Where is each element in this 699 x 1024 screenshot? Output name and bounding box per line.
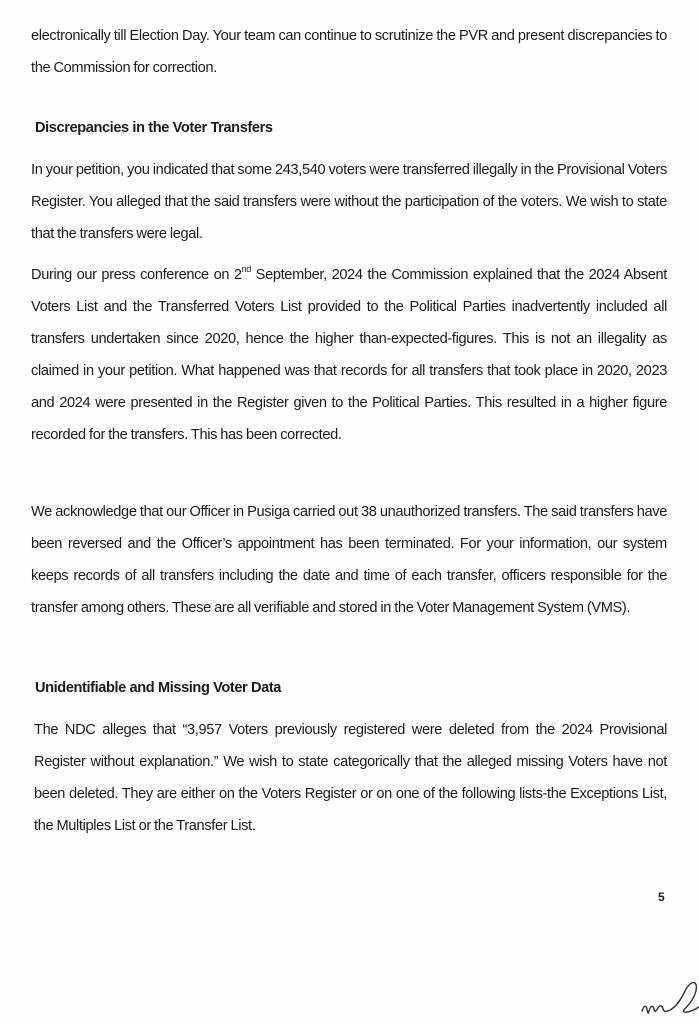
intro-paragraph: electronically till Election Day. Your team can continue to scrutinize the PVR and present discrepancies to the Commission for correction. — [31, 28, 667, 76]
paragraph-text-start: During our press conference on 2 — [31, 267, 242, 283]
paragraph-text-rest: September, 2024 the Commission explained that the 2024 Absent Voters List and the Transferred Voters List provided to the Political Parties inadvertently included all transfers undertaken since 2020, hence the higher than-expected-figures. This is not an illegality as claimed in your petition. What happened was that records for all transfers that took place in 2020, 2023 and 2024 were presented in the Register given to the Political Parties. This resulted in a higher figure recorded for the transfers. This has been corrected. — [31, 267, 667, 443]
ordinal-superscript: nd — [241, 264, 251, 275]
transfers-paragraph-1: In your petition, you indicated that some 243,540 voters were transferred illegally in the Provisional Voters Register. You alleged that the said transfers were without the participation of the voters. We wish to state that the transfers were legal. — [31, 162, 667, 242]
page-number: 5 — [658, 890, 665, 904]
section-heading-voter-transfers: Discrepancies in the Voter Transfers — [35, 120, 273, 136]
transfers-paragraph-2 — [31, 259, 667, 451]
section-heading-missing-voter-data: Unidentifiable and Missing Voter Data — [35, 680, 282, 696]
transfers-paragraph-3: We acknowledge that our Officer in Pusiga carried out 38 unauthorized transfers. The said transfers have been reversed and the Officer’s appointment has been terminated. For your information, our system keeps records of all transfers including the date and time of each transfer, officers responsible for the transfer among others. These are all verifiable and stored in the Voter Management System (VMS). — [31, 504, 667, 616]
missing-data-paragraph: The NDC alleges that “3,957 Voters previously registered were deleted from the 2024 Provisional Register without explanation.” We wish to state categorically that the alleged missing Voters have not been deleted. They are either on the Voters Register or on one of the following lists-the Exceptions List, the Multiples List or the Transfer List. — [34, 722, 667, 834]
signature-icon — [640, 975, 699, 1024]
